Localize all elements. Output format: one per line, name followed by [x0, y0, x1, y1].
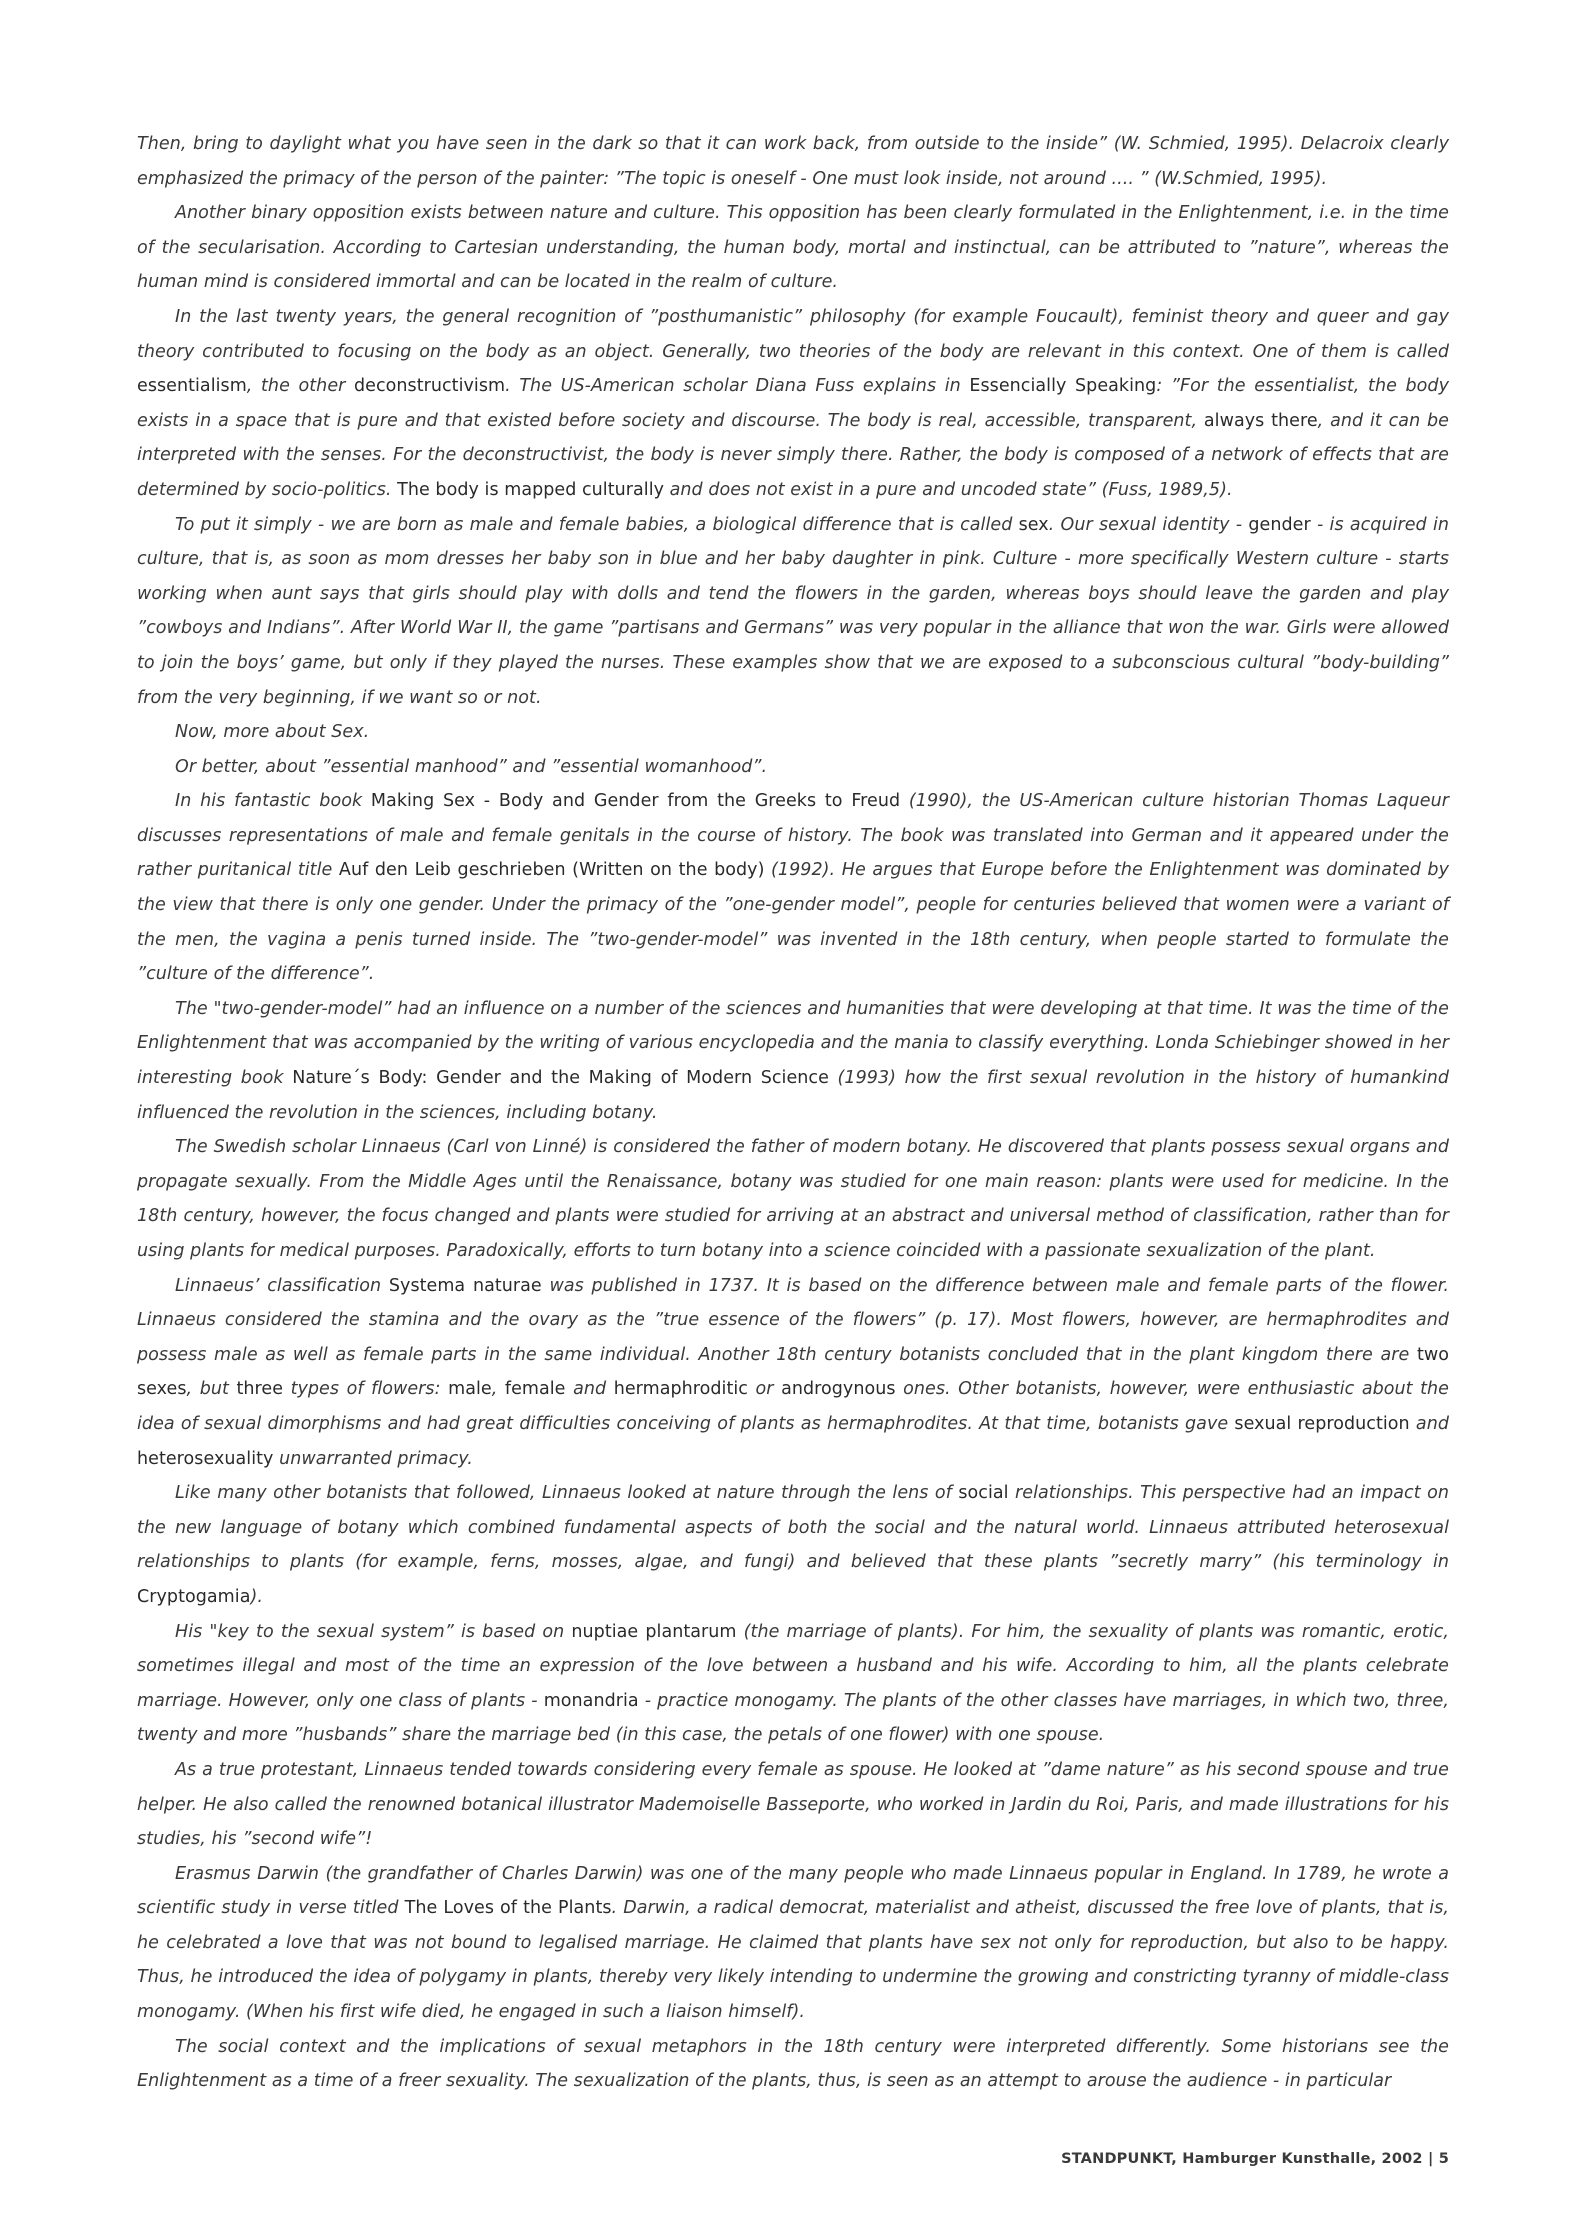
page-footer: STANDPUNKT, Hamburger Kunsthalle, 2002 | 5 — [1061, 2151, 1449, 2167]
emphasized-term: The Loves of the Plants — [404, 1898, 612, 1919]
text-run: (the marriage of plants). For him, the sexuality of plants was romantic, erotic, sometimes illegal and most of the time an expression of the love between a husband and his wife. According to him, all the plants celebrate marriage. However, only one class of plants - — [137, 1621, 1449, 1711]
text-run: Another binary opposition exists between nature and culture. This opposition has been clearly formulated in the Enlightenment, i.e. in the time of the secularisation. According to Cartesian understanding, the human body, mortal and instinctual, can be attributed to ”nature”, whereas the human mind is considered immortal and can be located in the realm of culture. — [137, 203, 1449, 293]
paragraph — [137, 1615, 1449, 1753]
text-run: Now, more about Sex. — [175, 722, 370, 743]
text-run: was published in 1737. It is based on the difference between male and female parts of the flower. Linnaeus considered the stamina and the ovary as the ”true essence of the flowers” (p. 17). Most flowers, however, are hermaphrodites and possess male as well as female parts in the same individual. Another 18th century botanists concluded that in the plant kingdom there are — [137, 1275, 1449, 1365]
text-run: In his fantastic book — [175, 791, 371, 812]
emphasized-term: sexual reproduction — [1234, 1413, 1410, 1434]
text-run: The "two-gender-model” had an influence on a number of the sciences and humanities that were developing at that time. It was the time of the Enlightenment that was accompanied by the writing of various encyclopedia and the mania to classify everything. Londa Schiebinger showed in her interesting book — [137, 998, 1449, 1089]
emphasized-term: hermaphroditic — [613, 1379, 748, 1400]
emphasized-term: female — [504, 1379, 566, 1400]
text-run: (1993) how the first sexual revolution in the history of humankind influenced the revolution in the sciences, including botany. — [137, 1068, 1449, 1123]
emphasized-term: gender — [1248, 514, 1311, 535]
paragraph — [137, 196, 1449, 300]
paragraph — [137, 1130, 1449, 1268]
paragraph — [137, 1476, 1449, 1614]
text-run: Linnaeus’ classification — [175, 1275, 389, 1296]
emphasized-term: The body is mapped culturally — [397, 479, 665, 500]
paragraph — [137, 1857, 1449, 2030]
emphasized-term: Cryptogamia — [137, 1586, 251, 1607]
emphasized-term: sex — [1018, 514, 1049, 535]
paragraph — [137, 127, 1449, 196]
text-run: types of flowers: — [283, 1379, 449, 1400]
paragraph — [137, 750, 1449, 785]
text-run: , and it can be interpreted with the senses. For the deconstructivist, the body is never simply there. Rather, the body is composed of a network of effects that are determined by socio-politics. — [137, 410, 1449, 500]
emphasized-term: Nature´s Body: Gender and the Making of Modern Science — [292, 1068, 829, 1089]
paragraph — [137, 784, 1449, 992]
paragraph — [137, 715, 1449, 750]
text-run: , the other — [246, 376, 354, 397]
emphasized-term: always there — [1203, 410, 1318, 431]
emphasized-term: Auf den Leib geschrieben (Written on the body) — [338, 860, 765, 881]
text-run: . Darwin, a radical democrat, materialist and atheist, discussed the free love of plants, that is, he celebrated a love that was not bound to legalised marriage. He claimed that plants have sex not only for reproduction, but also to be happy. Thus, he introduced the idea of polygamy in plants, thereby very likely intending to undermine the growing and constricting tyranny of middle-class monogamy. (When his first wife died, he engaged in such a liaison himself). — [137, 1898, 1449, 2023]
text-run: Erasmus Darwin (the grandfather of Charles Darwin) was one of the many people who made Linnaeus popular in England. In 1789, he wrote a scientific study in verse titled — [137, 1863, 1449, 1919]
text-run: As a true protestant, Linnaeus tended towards considering every female as spouse. He looked at ”dame nature” as his second spouse and true helper. He also called the renowned botanical illustrator Mademoiselle Basseporte, who worked in Jardin du Roi, Paris, and made illustrations for his studies, his ”second wife”! — [137, 1759, 1449, 1850]
emphasized-term: three — [236, 1379, 284, 1400]
emphasized-term: Making Sex - Body and Gender from the Greeks to Freud — [370, 791, 901, 812]
paragraph — [137, 300, 1449, 508]
text-run: (1990), the US-American culture historian Thomas Laqueur discusses representations of male and female genitals in the course of history. The book was translated into German and it appeared under the rather puritanical title — [137, 791, 1449, 881]
text-run: : ”For the essentialist, the body exists in a space that is pure and that existed before society and discourse. The body is real, accessible, transparent, — [137, 376, 1450, 431]
text-run: - is acquired in culture, that is, as soon as mom dresses her baby son in blue and her baby daughter in pink. Culture - more specifically Western culture - starts working when aunt says that girls should play with dolls and tend the flowers in the garden, whereas boys should leave the garden and play ”cowboys and Indians”. After World War II, the game ”partisans and Germans” was very popular in the alliance that won the war. Girls were allowed to join the boys’ game, but only if they played the nurses. These examples show that we are exposed to a subconscious cultural ”body-building” from the very beginning, if we want so or not. — [137, 514, 1449, 708]
text-run: and does not exist in a pure and uncoded state” (Fuss, 1989,5). — [664, 479, 1233, 500]
paragraph — [137, 1269, 1449, 1477]
emphasized-term: male — [448, 1379, 492, 1400]
text-run: - practice monogamy. The plants of the other classes have marriages, in which two, three, twenty and more ”husbands” share the marriage bed (in this case, the petals of one flower) with one spouse. — [137, 1690, 1449, 1746]
text-run: His "key to the sexual system” is based on — [175, 1621, 572, 1642]
emphasized-term: nuptiae plantarum — [571, 1621, 737, 1642]
emphasized-term: androgynous — [781, 1379, 896, 1400]
text-run: ). — [250, 1586, 263, 1607]
paragraph — [137, 2030, 1449, 2099]
paragraph — [137, 508, 1449, 716]
emphasized-term: essentialism — [137, 376, 247, 397]
text-run: Like many other botanists that followed, Linnaeus looked at nature through the lens of — [175, 1483, 959, 1504]
paragraph — [137, 1753, 1449, 1857]
text-run: . The US-American scholar Diana Fuss explains in — [505, 376, 970, 397]
text-run: unwarranted primacy. — [273, 1448, 473, 1469]
body-text — [137, 127, 1449, 2099]
text-run: or — [747, 1379, 782, 1400]
text-run: The social context and the implications of sexual metaphors in the 18th century were interpreted differently. Some historians see the Enlightenment as a time of a freer sexuality. The sexualization of the plants, thus, is seen as an attempt to arouse the audience - in particular — [137, 2036, 1449, 2092]
text-run: . Our sexual identity - — [1048, 514, 1249, 535]
text-run: To put it simply - we are born as male and female babies, a biological difference that is called — [175, 514, 1019, 535]
text-run: (1992). He argues that Europe before the Enlightenment was dominated by the view that there is only one gender. Under the primacy of the ”one-gender model”, people for centuries believed that women were a variant of the men, the vagina a penis turned inside. The ”two-gender-model” was invented in the 18th century, when people started to formulate the ”culture of the difference”. — [137, 860, 1450, 985]
text-run: , but — [186, 1379, 237, 1400]
emphasized-term: Essencially Speaking — [969, 376, 1157, 397]
text-run: and — [1409, 1413, 1450, 1434]
text-run: The Swedish scholar Linnaeus (Carl von Linné) is considered the father of modern botany. He discovered that plants possess sexual organs and propagate sexually. From the Middle Ages until the Renaissance, botany was studied for one main reason: plants were used for medicine. In the 18th century, however, the focus changed and plants were studied for arriving at an abstract and universal method of classification, rather than for using plants for medical purposes. Paradoxically, efforts to turn botany into a science coincided with a passionate sexualization of the plant. — [137, 1137, 1449, 1261]
paragraph — [137, 992, 1449, 1130]
emphasized-term: heterosexuality — [137, 1448, 274, 1469]
emphasized-term: social — [958, 1483, 1009, 1504]
text-run: Or better, about ”essential manhood” and ”essential womanhood”. — [175, 756, 768, 777]
text-run: ones. Other botanists, however, were enthusiastic about the idea of sexual dimorphisms and had great difficulties conceiving of plants as hermaphrodites. At that time, botanists gave — [137, 1379, 1449, 1434]
text-run: , — [491, 1379, 505, 1400]
text-run: relationships. This perspective had an impact on the new language of botany which combined fundamental aspects of both the social and the natural world. Linnaeus attributed heterosexual relationships to plants (for example, ferns, mosses, algae, and fungi) and believed that these plants ”secretly marry” (his terminology in — [137, 1483, 1449, 1573]
emphasized-term: monandria — [543, 1690, 639, 1711]
emphasized-term: Systema naturae — [388, 1275, 542, 1296]
emphasized-term: deconstructivism — [354, 376, 506, 397]
text-run: In the last twenty years, the general recognition of ”posthumanistic” philosophy (for example Foucault), feminist theory and queer and gay theory contributed to focusing on the body as an object. Generally, two theories of the body are relevant in this context. One of them is called — [137, 306, 1449, 362]
text-run: Then, bring to daylight what you have seen in the dark so that it can work back, from outside to the inside” (W. Schmied, 1995). Delacroix clearly emphasized the primacy of the person of the painter: ”The topic is oneself - One must look inside, not around .... ” (W.Schmied, 1995). — [137, 134, 1449, 189]
text-run: and — [565, 1379, 614, 1400]
emphasized-term: two sexes — [137, 1344, 1449, 1400]
